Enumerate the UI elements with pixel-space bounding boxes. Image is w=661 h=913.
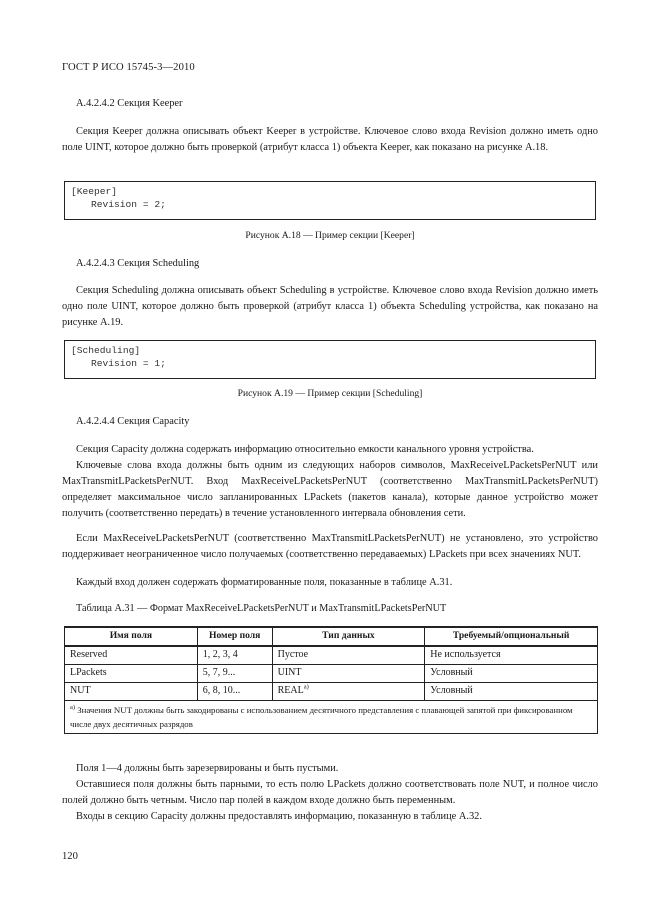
table-row (65, 646, 598, 665)
keeper-code-block (64, 181, 596, 220)
closing-paragraph-1: Поля 1—4 должны быть зарезервированы и быть пустыми. (76, 763, 339, 774)
column-header: Имя поля (65, 627, 198, 646)
closing-paragraph-3: Входы в секцию Capacity должны предоставлять информацию, показанную в таблице А.32. (76, 811, 482, 822)
footnote-text: Значения NUT должны быть закодированы с использованием десятичного представления с плавающей запятой при фиксированном числе двух десятичных разрядов (70, 705, 573, 729)
table-footnote (65, 701, 598, 734)
code-line: Revision = 2; (91, 199, 166, 210)
table-cell (272, 683, 425, 701)
capacity-paragraph-2: Ключевые слова входа должны быть одним из следующих наборов символов, MaxReceiveLPacketsPerNUT или MaxTransmitLPacketsPerNUT. Вход MaxReceiveLPacketsPerNUT (соответственно MaxTransmitLPacketsPerNUT) определяет максимальное число запланированных LPackets (пакетов канала), которые данное устройство может получить (соответственно передать) в течение установленного интервала обновления сети. (62, 460, 598, 519)
section-heading-scheduling: А.4.2.4.3 Секция Scheduling (76, 258, 200, 269)
table-cell: 5, 7, 9... (197, 665, 272, 683)
cell-text: REAL (277, 685, 304, 696)
table-cell: Условный (425, 683, 598, 701)
footnote-marker: a) (70, 704, 76, 712)
figure-caption-a18: Рисунок А.18 — Пример секции [Keeper] (245, 230, 415, 241)
table-footnote-row (65, 701, 598, 734)
capacity-paragraph-1: Секция Capacity должна содержать информацию относительно емкости канального уровня устройства. (76, 444, 534, 455)
section-heading-keeper: А.4.2.4.2 Секция Keeper (76, 98, 183, 109)
column-header: Тип данных (272, 627, 425, 646)
document-header: ГОСТ Р ИСО 15745-3—2010 (62, 62, 195, 73)
table-cell: 1, 2, 3, 4 (197, 646, 272, 665)
code-line: [Keeper] (71, 186, 118, 197)
table-cell: Пустое (272, 646, 425, 665)
capacity-paragraph-3: Если MaxReceiveLPacketsPerNUT (соответственно MaxTransmitLPacketsPerNUT) не установлено, это устройство поддерживает неограниченное число получаемых (соответственно передаваемых) LPackets при всех значениях NUT. (62, 533, 598, 560)
figure-caption-a19: Рисунок А.19 — Пример секции [Scheduling] (237, 388, 423, 399)
scheduling-code-block (64, 340, 596, 379)
closing-paragraph-2: Оставшиеся поля должны быть парными, то есть полю LPackets должно соответствовать поле NUT, и полное число полей должно быть четным. Число пар полей в каждом входе должно быть переменным. (62, 779, 598, 806)
scheduling-paragraph: Секция Scheduling должна описывать объект Scheduling в устройстве. Ключевое слово входа Revision должно иметь одно поле UINT, которое должно быть проверкой (атрибут класса 1) объекта Scheduling устройства, как показано на рисунке А.19. (62, 285, 598, 328)
column-header: Требуемый/опциональный (425, 627, 598, 646)
section-heading-capacity: А.4.2.4.4 Секция Capacity (76, 416, 190, 427)
table-cell: Условный (425, 665, 598, 683)
table-caption: Таблица А.31 — Формат MaxReceiveLPacketsPerNUT и MaxTransmitLPacketsPerNUT (76, 603, 447, 614)
table-cell: 6, 8, 10... (197, 683, 272, 701)
table-row (65, 665, 598, 683)
page-number: 120 (62, 851, 78, 862)
code-line: [Scheduling] (71, 345, 141, 356)
table-cell: NUT (65, 683, 198, 701)
table-cell: Reserved (65, 646, 198, 665)
table-cell: UINT (272, 665, 425, 683)
table-cell: Не используется (425, 646, 598, 665)
keeper-paragraph: Секция Keeper должна описывать объект Keeper в устройстве. Ключевое слово входа Revision должно иметь одно поле UINT, которое должно быть проверкой (атрибут класса 1) объекта Keeper, как показано на рисунке А.18. (62, 126, 598, 153)
code-line: Revision = 1; (91, 358, 166, 369)
table-cell: LPackets (65, 665, 198, 683)
table-header-row (65, 627, 598, 646)
footnote-marker: a) (303, 683, 309, 691)
table-row (65, 683, 598, 701)
format-table (64, 626, 598, 734)
column-header: Номер поля (197, 627, 272, 646)
document-page (62, 0, 598, 913)
capacity-paragraph-4: Каждый вход должен содержать форматированные поля, показанные в таблице А.31. (76, 577, 453, 588)
